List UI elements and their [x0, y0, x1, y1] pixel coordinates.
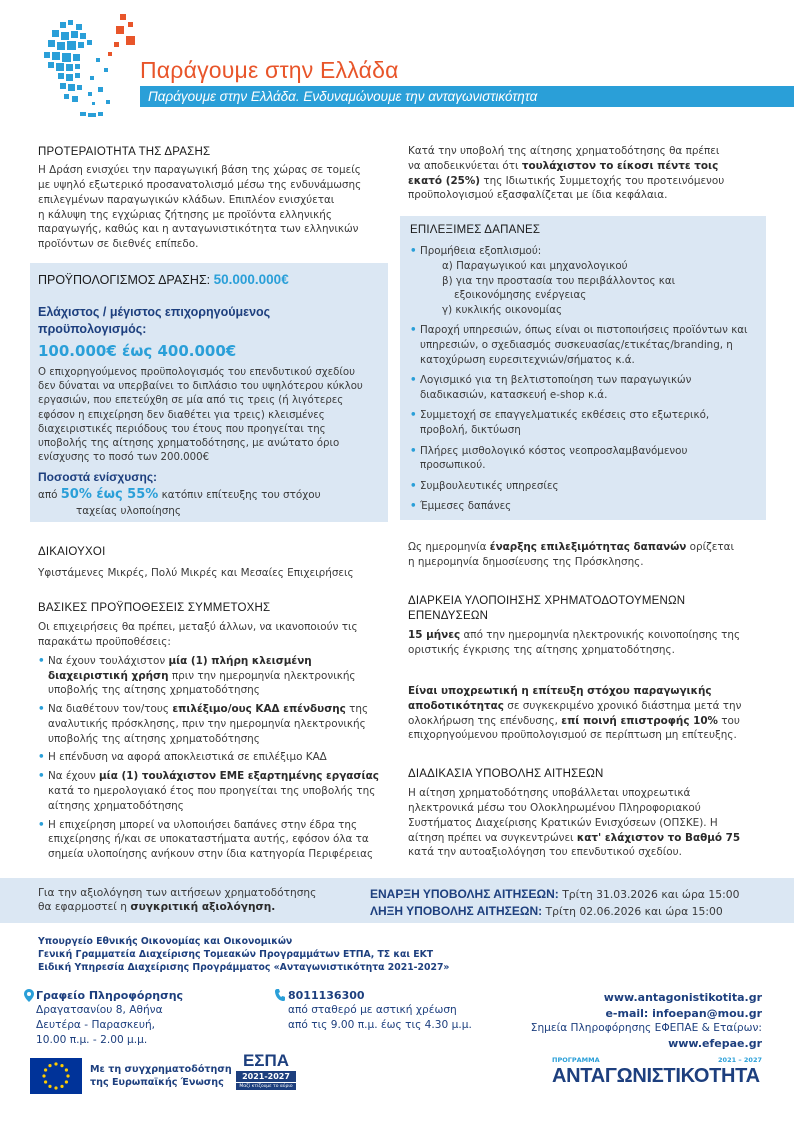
- budget-range: 100.000€ έως 400.000€: [38, 341, 237, 360]
- conditions-intro: Οι επιχειρήσεις θα πρέπει, μεταξύ άλλων, να ικανοποιούν τις: [38, 621, 358, 634]
- funding-note-line: [408, 159, 758, 174]
- priority-text: [38, 163, 390, 252]
- condition-text: της αναλυτικής πρόσκλησης, πριν την ημερομηνία ηλεκτρονικής υποβολής της αίτησης χρηματοδότησης: [48, 703, 369, 745]
- funding-note: [408, 144, 758, 203]
- duration-bold: 15 μήνες: [408, 628, 461, 641]
- program-label: ΠΡΟΓΡΑΜΜΑ: [552, 1056, 600, 1064]
- condition-text: Η επένδυση να αφορά αποκλειστικά σε επιλέξιμο ΚΑΔ: [48, 751, 327, 764]
- expense-item: [410, 479, 756, 494]
- condition-text: πριν την ημερομηνία ηλεκτρονικής υποβολής της αίτησης χρηματοδότησης: [48, 669, 356, 697]
- minmax-heading: [38, 304, 380, 338]
- office-info: [36, 988, 183, 1048]
- budget-heading-row: [38, 270, 380, 290]
- submission-end-label: ΛΗΞΗ ΥΠΟΒΟΛΗΣ ΑΙΤΗΣΕΩΝ:: [370, 903, 543, 918]
- procedure-heading: ΔΙΑΔΙΚΑΣΙΑ ΥΠΟΒΟΛΗΣ ΑΙΤΗΣΕΩΝ: [408, 768, 604, 780]
- authority-line: Γενική Γραμματεία Διαχείρισης Τομεακών Προγραμμάτων ΕΤΠΑ, ΤΣ και ΕΚΤ: [38, 949, 434, 961]
- eligibility-bold: έναρξης επιλεξιμότητας δαπανών: [489, 541, 687, 553]
- condition-text: Η επιχείρηση μπορεί να υλοποιήσει δαπάνες στην έδρα της επιχείρησης ή/και σε υποκαταστήματα αυτής, εφόσον όλα τα σημεία υλοποίησης ανήκουν στην ίδια κατηγορία Περιφέρειας: [48, 818, 374, 861]
- budget-desc-line: υποβολής της αίτησης χρηματοδότησης, με ανώτατο όριο: [38, 438, 340, 450]
- program-logo-top: [552, 1056, 762, 1065]
- expenses-heading: ΕΠΙΛΕΞΙΜΕΣ ΔΑΠΑΝΕΣ: [410, 224, 541, 236]
- email-link[interactable]: e-mail: infoepan@mou.gr: [605, 1006, 762, 1020]
- procedure-section: [408, 766, 758, 860]
- target-text: του: [717, 714, 740, 727]
- budget-desc-line: εργασιών, που επετεύχθη σε μία από τις τρεις (ή λιγότερες: [38, 395, 344, 407]
- evaluation-bold: συγκριτική αξιολόγηση.: [130, 901, 276, 914]
- evaluation-line: Για την αξιολόγηση των αιτήσεων χρηματοδότησης: [38, 887, 317, 899]
- priority-line: επιλεγμένων παραγωγικών κλάδων. Επιπλέον ενισχύεται: [38, 193, 335, 206]
- procedure-line: ηλεκτρονικά μέσω του Ολοκληρωμένου Πληροφοριακού: [408, 802, 701, 815]
- expense-item: [410, 499, 756, 514]
- funding-note-line: προϋπολογισμού εξασφαλίζεται με ίδια κεφάλαια.: [408, 189, 668, 202]
- target-bold: αποδοτικότητας: [408, 699, 504, 712]
- espa-years: 2021-2027: [236, 1071, 296, 1082]
- duration-section: [408, 594, 758, 657]
- procedure-bold: κατ' ελάχιστον το Βαθμό 75: [576, 831, 741, 844]
- expense-text: Πλήρες μισθολογικό κόστος νεοπροσλαμβανόμενου προσωπικού.: [420, 444, 688, 472]
- phone-icon: [275, 989, 285, 1006]
- target-line: [408, 684, 758, 699]
- eu-text-line: Με τη συγχρηματοδότηση: [90, 1064, 232, 1075]
- rate-suffix: κατόπιν επίτευξης του στόχου: [158, 488, 321, 501]
- expense-text: Έμμεσες δαπάνες: [420, 500, 512, 513]
- rate-heading: Ποσοστά ενίσχυσης:: [38, 469, 158, 484]
- info-points-label: Σημεία Πληροφόρησης ΕΦΕΠΑΕ & Εταίρων:: [530, 1022, 762, 1035]
- expense-item: [410, 244, 756, 317]
- expense-subitem: γ) κυκλικής οικονομίας: [442, 303, 563, 316]
- budget-desc-line: ενίσχυσης το ποσό των 200.000€: [38, 452, 210, 464]
- efepae-link[interactable]: www.efepae.gr: [668, 1037, 762, 1051]
- expense-item: [410, 323, 756, 367]
- budget-description: [38, 366, 380, 466]
- funding-note-text: να αποδεικνύεται ότι: [408, 159, 522, 172]
- espa-wordmark: ΕΣΠΑ: [242, 1051, 290, 1070]
- priority-line: με υψηλό εξωτερικό προσανατολισμό μέσω της ενδυνάμωσης: [38, 179, 362, 192]
- eu-cofunding-text: [90, 1063, 232, 1089]
- target-bold: Είναι υποχρεωτική η επίτευξη στόχου παραγωγικής: [408, 685, 712, 697]
- page-title: Παράγουμε στην Ελλάδα: [140, 57, 399, 83]
- evaluation-text: θα εφαρμοστεί η: [38, 901, 131, 914]
- submission-start-value: Τρίτη 31.03.2026 και ώρα 15:00: [558, 888, 740, 901]
- budget-desc-line: διαχειριστικές περιόδους του έτους που προηγείται της: [38, 423, 326, 435]
- program-years: 2021 – 2027: [718, 1056, 762, 1064]
- office-days: Δευτέρα - Παρασκευή,: [36, 1019, 156, 1032]
- procedure-text: αίτηση πρέπει να συγκεντρώνει: [408, 831, 577, 844]
- expense-text: • Προμήθεια εξοπλισμού:: [420, 245, 542, 258]
- beneficiaries-text: Υφιστάμενες Μικρές, Πολύ Μικρές και Μεσαίες Επιχειρήσεις: [38, 567, 354, 580]
- condition-bold: μία (1) πλήρη κλεισμένη διαχειριστική χρήση: [48, 654, 312, 682]
- expense-text: Παροχή υπηρεσιών, όπως είναι οι πιστοποιήσεις προϊόντων και υπηρεσιών, ο σχεδιασμός συσκευασίας/ετικέτας/branding, η κατοχύρωση ευρεσιτεχνιών/σήματος κ.ά.: [420, 324, 748, 366]
- office-address: Δραγατσανίου 8, Αθήνα: [36, 1004, 163, 1017]
- budget-desc-line: Ο επιχορηγούμενος προϋπολογισμός του επενδυτικού σχεδίου: [38, 366, 355, 378]
- rate-line-2: ταχείας υλοποίησης: [76, 505, 181, 518]
- office-hours: 10.00 π.μ. - 2.00 μ.μ.: [36, 1034, 148, 1047]
- target-section: [408, 684, 758, 743]
- expense-text: Συμβουλευτικές υπηρεσίες: [420, 479, 559, 492]
- beneficiaries-heading: ΔΙΚΑΙΟΥΧΟΙ: [38, 546, 106, 558]
- budget-heading: ΠΡΟΫΠΟΛΟΓΙΣΜΟΣ ΔΡΑΣΗΣ:: [38, 273, 211, 287]
- condition-item: [38, 654, 390, 698]
- expenses-list: [410, 244, 756, 514]
- expenses-box: [400, 216, 766, 520]
- espa-tagline: Μαζί κτίζουμε το αύριο: [236, 1083, 296, 1090]
- evaluation-line: [38, 900, 316, 914]
- conditions-list: [38, 654, 390, 862]
- budget-amount: 50.000.000€: [213, 272, 289, 287]
- submission-end-value: Τρίτη 02.06.2026 και ώρα 15:00: [542, 904, 723, 918]
- expense-text: Συμμετοχή σε επαγγελματικές εκθέσεις στο εξωτερικό, προβολή, δικτύωση: [420, 409, 710, 437]
- priority-section: [38, 144, 390, 252]
- procedure-line: κατά την αυτοαξιολόγηση του επενδυτικού σχεδίου.: [408, 846, 682, 859]
- eligibility-start: [408, 540, 758, 570]
- duration-line: [408, 628, 758, 643]
- office-title: Γραφείο Πληροφόρησης: [36, 989, 184, 1002]
- submission-end: [370, 903, 739, 920]
- phone-number[interactable]: 8011136300: [288, 989, 365, 1002]
- expense-item: [410, 373, 756, 402]
- evaluation-note: [38, 886, 316, 915]
- eligibility-text: ορίζεται: [686, 541, 734, 553]
- priority-line: προϊόντων σε διεθνές επίπεδο.: [38, 238, 199, 251]
- budget-desc-line: δεν δύναται να υπερβαίνει το διπλάσιο του υψηλότερου κύκλου: [38, 381, 363, 393]
- submission-start: [370, 886, 739, 903]
- priority-line: η κάλυψη της εγχώριας ζήτησης με προϊόντα ελληνικής: [38, 208, 332, 221]
- expense-subitem: β) για την προστασία του περιβάλλοντος και: [442, 274, 676, 287]
- eu-flag-logo: [30, 1058, 82, 1094]
- map-pin-icon: [24, 989, 34, 1007]
- greece-map-logo: [30, 12, 140, 132]
- funding-note-line: [408, 174, 758, 189]
- beneficiaries-section: [38, 544, 390, 581]
- phone-charge-note: από σταθερό με αστική χρέωση: [288, 1004, 457, 1017]
- website-link[interactable]: www.antagonistikotita.gr: [603, 991, 762, 1004]
- priority-heading: ΠΡΟΤΕΡΑΙΟΤΗΤΑ ΤΗΣ ΔΡΑΣΗΣ: [38, 146, 211, 158]
- submission-start-label: ΕΝΑΡΞΗ ΥΠΟΒΟΛΗΣ ΑΙΤΗΣΕΩΝ:: [370, 887, 559, 901]
- procedure-line: Συστήματος Διαχείρισης Κρατικών Ενισχύσεων (ΟΠΣΚΕ). Η: [408, 816, 718, 829]
- target-line: επιχορηγούμενου προϋπολογισμού σε περίπτωση μη επίτευξης.: [408, 729, 737, 742]
- condition-text: Να έχουν τουλάχιστον: [48, 654, 169, 667]
- condition-item: [38, 769, 390, 813]
- funding-note-bold: τουλάχιστον το είκοσι πέντε τοις: [521, 159, 719, 172]
- procedure-line: [408, 831, 758, 846]
- minmax-heading-line: προϋπολογισμός:: [38, 321, 147, 336]
- expense-subitem: εξοικονόμησης ενέργειας: [454, 289, 587, 302]
- conditions-intro: παρακάτω προϋποθέσεις:: [38, 636, 171, 649]
- duration-heading-line: ΕΠΕΝΔΥΣΕΩΝ: [408, 609, 489, 622]
- minmax-heading-line: Ελάχιστος / μέγιστος επιχορηγούμενος: [38, 304, 271, 319]
- condition-item: [38, 818, 390, 862]
- authorities: [38, 935, 449, 975]
- eligibility-text: Ως ημερομηνία: [408, 541, 490, 553]
- authority-line: Ειδική Υπηρεσία Διαχείρισης Προγράμματος «Ανταγωνιστικότητα 2021-2027»: [38, 962, 450, 974]
- target-text: ολοκλήρωση της επένδυσης,: [408, 714, 562, 727]
- conditions-section: [38, 600, 390, 866]
- target-bold: επί ποινή επιστροφής 10%: [561, 714, 718, 727]
- expense-item: [410, 444, 756, 473]
- funding-note-bold: εκατό (25%): [408, 174, 481, 187]
- target-text: σε συγκεκριμένο χρονικό διάστημα μετά την: [503, 699, 742, 712]
- duration-text: από την ημερομηνία ηλεκτρονικής κοινοποίησης της: [460, 628, 741, 641]
- funding-note-text: της Ιδιωτικής Συμμετοχής του προτεινόμενου: [480, 174, 725, 187]
- condition-text: Να διαθέτουν τον/τους: [48, 703, 173, 716]
- program-logo: [552, 1056, 762, 1087]
- rate-range: 50% έως 55%: [60, 486, 159, 502]
- duration-heading: [408, 594, 758, 624]
- rate-prefix: από: [38, 488, 61, 501]
- eligibility-line: η ημερομηνία δημοσίευσης της Πρόσκλησης.: [408, 555, 644, 568]
- dates-band: [0, 878, 794, 923]
- budget-box: [30, 263, 388, 522]
- espa-logo: [236, 1052, 296, 1098]
- target-line: [408, 714, 758, 729]
- eligibility-line: [408, 540, 758, 555]
- subtitle-banner: Παράγουμε στην Ελλάδα. Ενδυναμώνουμε την ανταγωνιστικότητα: [140, 86, 794, 107]
- condition-text: Να έχουν: [48, 770, 100, 783]
- target-line: [408, 699, 758, 714]
- condition-item: [38, 750, 390, 765]
- priority-line: παραγωγής, καθώς και η ανταγωνιστικότητα των ελληνικών: [38, 223, 359, 236]
- rate-line: [38, 486, 380, 504]
- phone-hours: από τις 9.00 π.μ. έως τις 4.30 μ.μ.: [288, 1019, 472, 1032]
- program-name: ΑΝΤΑΓΩΝΙΣΤΙΚΟΤΗΤΑ: [552, 1065, 760, 1088]
- expense-text: Λογισμικό για τη βελτιστοποίηση των παραγωγικών διαδικασιών, κατασκευή e-shop κ.ά.: [420, 374, 692, 401]
- condition-item: [38, 702, 390, 746]
- web-info: [531, 990, 762, 1052]
- funding-note-line: Κατά την υποβολή της αίτησης χρηματοδότησης θα πρέπει: [408, 145, 720, 157]
- condition-bold: μία (1) τουλάχιστον ΕΜΕ εξαρτημένης εργασίας: [99, 770, 379, 783]
- condition-bold: επιλέξιμο/ους ΚΑΔ επένδυσης: [172, 703, 346, 716]
- conditions-heading: ΒΑΣΙΚΕΣ ΠΡΟΫΠΟΘΕΣΕΙΣ ΣΥΜΜΕΤΟΧΗΣ: [38, 602, 271, 614]
- procedure-line: Η αίτηση χρηματοδότησης υποβάλλεται υποχρεωτικά: [408, 787, 691, 800]
- condition-text: κατά το ημερολογιακό έτος που προηγείται της υποβολής της αίτησης χρηματοδότησης: [48, 784, 376, 812]
- priority-line: Η Δράση ενισχύει την παραγωγική βάση της χώρας σε τομείς: [38, 164, 361, 177]
- eu-text-line: της Ευρωπαϊκής Ένωσης: [90, 1077, 224, 1089]
- duration-line: οριστικής έγκρισης της αίτησης χρηματοδότησης.: [408, 643, 675, 656]
- expense-subitem: α) Παραγωγικού και μηχανολογικού: [442, 259, 628, 272]
- expense-item: [410, 408, 756, 437]
- authority-line: Υπουργείο Εθνικής Οικονομίας και Οικονομικών: [38, 936, 293, 947]
- budget-desc-line: εφόσον η επιχείρηση δεν διαθέτει για τρεις) κλεισμένες: [38, 409, 325, 421]
- submission-dates: [370, 886, 739, 920]
- phone-info: [288, 988, 472, 1033]
- duration-heading-line: ΔΙΑΡΚΕΙΑ ΥΛΟΠΟΙΗΣΗΣ ΧΡΗΜΑΤΟΔΟΤΟΥΜΕΝΩΝ: [408, 595, 686, 607]
